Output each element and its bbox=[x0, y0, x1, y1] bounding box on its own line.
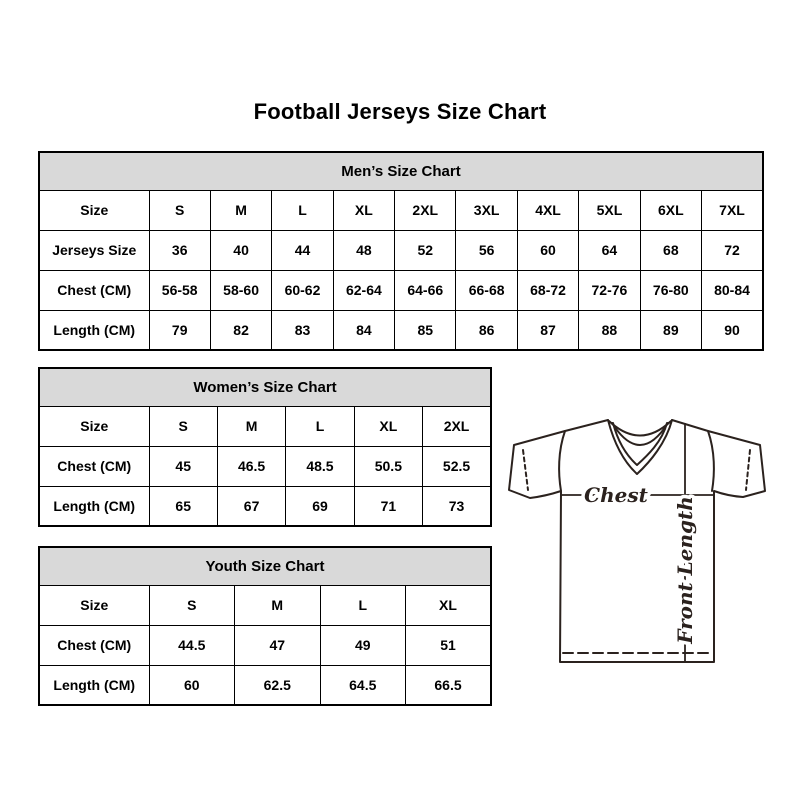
column-header: L bbox=[286, 406, 354, 446]
table-cell: 68 bbox=[640, 230, 701, 270]
jersey-measurement-diagram bbox=[503, 410, 771, 668]
jersey-outline bbox=[509, 420, 765, 662]
table-cell: 72 bbox=[702, 230, 763, 270]
table-cell: 66-68 bbox=[456, 270, 517, 310]
table-cell: 64.5 bbox=[320, 665, 406, 705]
row-label: Jerseys Size bbox=[39, 230, 149, 270]
table-cell: 52 bbox=[395, 230, 456, 270]
mens-size-chart-table bbox=[38, 151, 764, 351]
page-title: Football Jerseys Size Chart bbox=[253, 99, 547, 124]
column-header: L bbox=[272, 190, 333, 230]
right-cuff-stitch-line bbox=[746, 450, 750, 490]
table-cell: 45 bbox=[149, 446, 217, 486]
table-cell: 80-84 bbox=[702, 270, 763, 310]
left-armhole-seam bbox=[559, 431, 565, 491]
column-header: 2XL bbox=[395, 190, 456, 230]
table-cell: 48 bbox=[333, 230, 394, 270]
table-cell: 58-60 bbox=[210, 270, 271, 310]
table-cell: 44 bbox=[272, 230, 333, 270]
table-row bbox=[39, 310, 763, 350]
womens-size-chart-table bbox=[38, 367, 492, 527]
column-header: 5XL bbox=[579, 190, 640, 230]
column-header: M bbox=[235, 585, 321, 625]
column-header: 7XL bbox=[702, 190, 763, 230]
column-header: M bbox=[217, 406, 285, 446]
row-label: Length (CM) bbox=[39, 486, 149, 526]
table-title: Women’s Size Chart bbox=[39, 368, 491, 406]
column-header: 2XL bbox=[423, 406, 491, 446]
table-cell: 64 bbox=[579, 230, 640, 270]
table-cell: 44.5 bbox=[149, 625, 235, 665]
column-header: S bbox=[149, 190, 210, 230]
table-cell: 49 bbox=[320, 625, 406, 665]
column-header: 3XL bbox=[456, 190, 517, 230]
youth-size-chart-table bbox=[38, 546, 492, 706]
column-header-row bbox=[39, 190, 763, 230]
column-header: S bbox=[149, 585, 235, 625]
table-cell: 69 bbox=[286, 486, 354, 526]
table-row bbox=[39, 625, 491, 665]
table-title: Men’s Size Chart bbox=[39, 152, 763, 190]
row-label: Length (CM) bbox=[39, 665, 149, 705]
column-header: 4XL bbox=[517, 190, 578, 230]
chest-measure-label: Chest bbox=[584, 483, 648, 507]
column-header: XL bbox=[354, 406, 422, 446]
table-title-row bbox=[39, 547, 491, 585]
column-header: 6XL bbox=[640, 190, 701, 230]
table-cell: 46.5 bbox=[217, 446, 285, 486]
table-cell: 76-80 bbox=[640, 270, 701, 310]
table-cell: 62.5 bbox=[235, 665, 321, 705]
table-cell: 51 bbox=[406, 625, 492, 665]
table-cell: 50.5 bbox=[354, 446, 422, 486]
table-cell: 71 bbox=[354, 486, 422, 526]
column-header: XL bbox=[406, 585, 492, 625]
table-cell: 62-64 bbox=[333, 270, 394, 310]
table-cell: 56 bbox=[456, 230, 517, 270]
table-cell: 65 bbox=[149, 486, 217, 526]
table-cell: 88 bbox=[579, 310, 640, 350]
table-cell: 60 bbox=[517, 230, 578, 270]
youth-table bbox=[38, 546, 492, 706]
front-length-measure-label: Front Length bbox=[673, 496, 697, 644]
table-cell: 67 bbox=[217, 486, 285, 526]
table-row bbox=[39, 446, 491, 486]
row-label: Chest (CM) bbox=[39, 270, 149, 310]
table-cell: 60 bbox=[149, 665, 235, 705]
table-title-row bbox=[39, 368, 491, 406]
table-row bbox=[39, 486, 491, 526]
mens-table bbox=[38, 151, 764, 351]
left-cuff-stitch-line bbox=[523, 450, 528, 490]
table-cell: 36 bbox=[149, 230, 210, 270]
table-cell: 64-66 bbox=[395, 270, 456, 310]
row-label: Chest (CM) bbox=[39, 625, 149, 665]
column-header: M bbox=[210, 190, 271, 230]
table-cell: 86 bbox=[456, 310, 517, 350]
table-cell: 52.5 bbox=[423, 446, 491, 486]
table-cell: 66.5 bbox=[406, 665, 492, 705]
table-cell: 48.5 bbox=[286, 446, 354, 486]
row-label-header: Size bbox=[39, 585, 149, 625]
right-armhole-seam bbox=[708, 431, 714, 491]
row-label: Chest (CM) bbox=[39, 446, 149, 486]
womens-table bbox=[38, 367, 492, 527]
table-title: Youth Size Chart bbox=[39, 547, 491, 585]
table-cell: 84 bbox=[333, 310, 394, 350]
table-cell: 68-72 bbox=[517, 270, 578, 310]
column-header-row bbox=[39, 406, 491, 446]
row-label-header: Size bbox=[39, 190, 149, 230]
column-header: L bbox=[320, 585, 406, 625]
table-cell: 79 bbox=[149, 310, 210, 350]
column-header-row bbox=[39, 585, 491, 625]
table-cell: 89 bbox=[640, 310, 701, 350]
table-row bbox=[39, 665, 491, 705]
table-cell: 72-76 bbox=[579, 270, 640, 310]
table-title-row bbox=[39, 152, 763, 190]
table-row bbox=[39, 270, 763, 310]
table-row bbox=[39, 230, 763, 270]
table-cell: 85 bbox=[395, 310, 456, 350]
table-cell: 73 bbox=[423, 486, 491, 526]
table-cell: 60-62 bbox=[272, 270, 333, 310]
table-cell: 56-58 bbox=[149, 270, 210, 310]
table-cell: 90 bbox=[702, 310, 763, 350]
table-cell: 83 bbox=[272, 310, 333, 350]
table-cell: 87 bbox=[517, 310, 578, 350]
row-label-header: Size bbox=[39, 406, 149, 446]
row-label: Length (CM) bbox=[39, 310, 149, 350]
table-cell: 40 bbox=[210, 230, 271, 270]
table-cell: 82 bbox=[210, 310, 271, 350]
column-header: XL bbox=[333, 190, 394, 230]
column-header: S bbox=[149, 406, 217, 446]
table-cell: 47 bbox=[235, 625, 321, 665]
